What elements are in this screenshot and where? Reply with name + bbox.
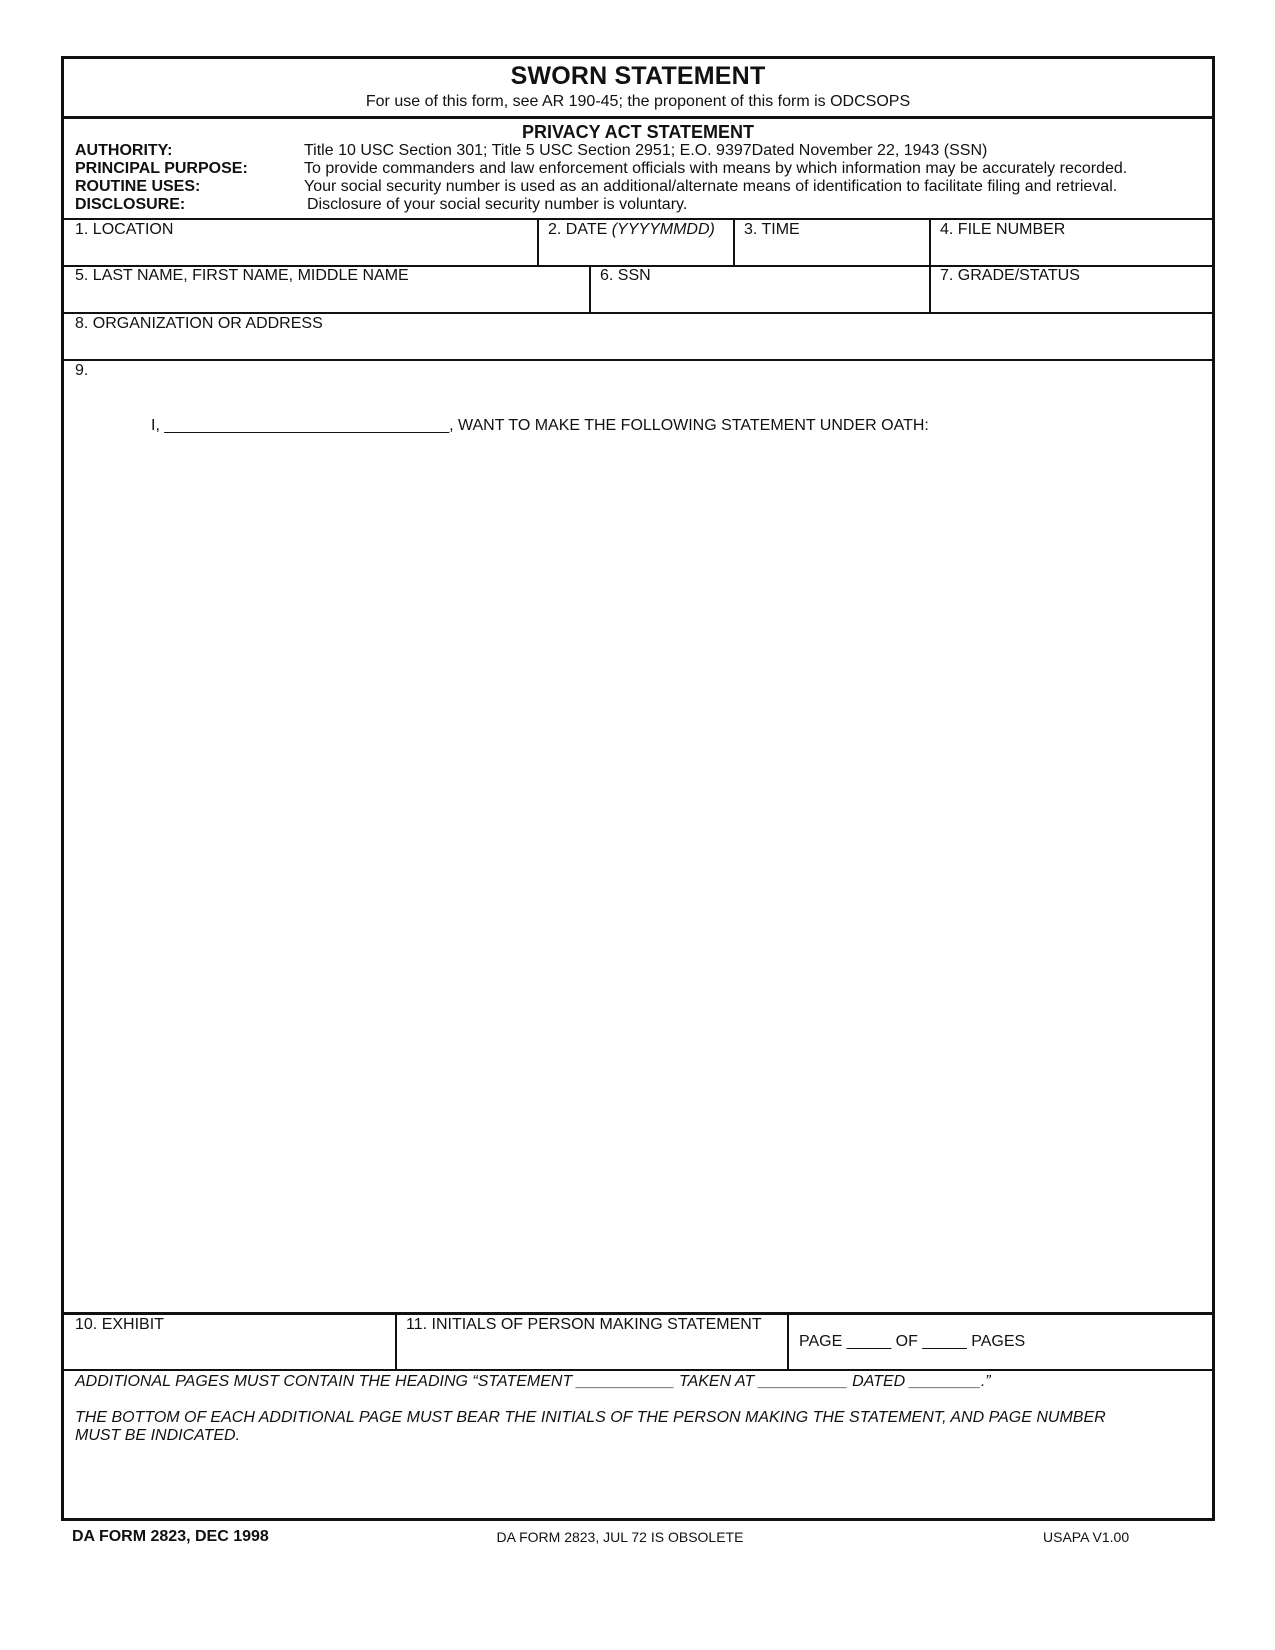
organization-field[interactable]: 8. ORGANIZATION OR ADDRESS <box>75 315 323 332</box>
authority-label: AUTHORITY: <box>75 142 173 159</box>
date-field[interactable] <box>548 221 715 239</box>
divider <box>64 1312 1212 1315</box>
version-label: USAPA V1.00 <box>1043 1529 1130 1545</box>
date-label: 2. DATE <box>548 221 612 238</box>
additional-pages-note: ADDITIONAL PAGES MUST CONTAIN THE HEADING “STATEMENT ___________ TAKEN AT __________ DATED ________.” <box>75 1373 991 1390</box>
name-field[interactable]: 5. LAST NAME, FIRST NAME, MIDDLE NAME <box>75 267 409 284</box>
statement-number: 9. <box>75 362 89 379</box>
time-field[interactable]: 3. TIME <box>744 221 800 238</box>
divider <box>64 218 1212 220</box>
ssn-field[interactable]: 6. SSN <box>600 267 651 284</box>
file-number-field[interactable]: 4. FILE NUMBER <box>940 221 1066 238</box>
page-of-pages: PAGE _____ OF _____ PAGES <box>799 1333 1026 1350</box>
disclosure-label: DISCLOSURE: <box>75 196 186 213</box>
routine-uses-label: ROUTINE USES: <box>75 178 201 195</box>
sworn-statement-form <box>61 56 1215 1521</box>
form-title: SWORN STATEMENT <box>510 62 766 90</box>
principal-purpose-label: PRINCIPAL PURPOSE: <box>75 160 248 177</box>
principal-purpose-text: To provide commanders and law enforcement officials with means by which information may be accurately recorded. <box>304 160 1128 177</box>
initials-field[interactable]: 11. INITIALS OF PERSON MAKING STATEMENT <box>406 1316 762 1333</box>
oath-line: I, ________________________________, WANT TO MAKE THE FOLLOWING STATEMENT UNDER OATH: <box>151 417 929 434</box>
grade-status-field[interactable]: 7. GRADE/STATUS <box>940 267 1080 284</box>
privacy-act-heading: PRIVACY ACT STATEMENT <box>521 122 754 142</box>
location-field[interactable]: 1. LOCATION <box>75 221 174 238</box>
exhibit-field[interactable]: 10. EXHIBIT <box>75 1316 164 1333</box>
divider <box>733 218 735 265</box>
divider <box>395 1312 397 1369</box>
routine-uses-text: Your social security number is used as an additional/alternate means of identification to facilitate filing and retrieval. <box>304 178 1118 195</box>
initials-note: THE BOTTOM OF EACH ADDITIONAL PAGE MUST BEAR THE INITIALS OF THE PERSON MAKING THE STATEMENT, AND PAGE NUMBER <box>75 1409 1106 1426</box>
divider <box>537 218 539 265</box>
divider <box>64 116 1212 119</box>
obsolete-notice: DA FORM 2823, JUL 72 IS OBSOLETE <box>496 1529 744 1545</box>
form-number: DA FORM 2823, DEC 1998 <box>72 1528 269 1545</box>
divider <box>589 265 591 312</box>
disclosure-text: Disclosure of your social security number is voluntary. <box>307 196 688 213</box>
divider <box>787 1312 789 1369</box>
statement-text-area[interactable] <box>64 361 1212 1312</box>
authority-text: Title 10 USC Section 301; Title 5 USC Section 2951; E.O. 9397Dated November 22, 1943 (SSN) <box>304 142 988 159</box>
divider <box>64 1369 1212 1371</box>
form-subtitle: For use of this form, see AR 190-45; the proponent of this form is ODCSOPS <box>365 93 911 110</box>
divider <box>64 312 1212 314</box>
date-format-hint: (YYYYMMDD) <box>611 221 715 238</box>
initials-note-continued: MUST BE INDICATED. <box>75 1427 241 1444</box>
